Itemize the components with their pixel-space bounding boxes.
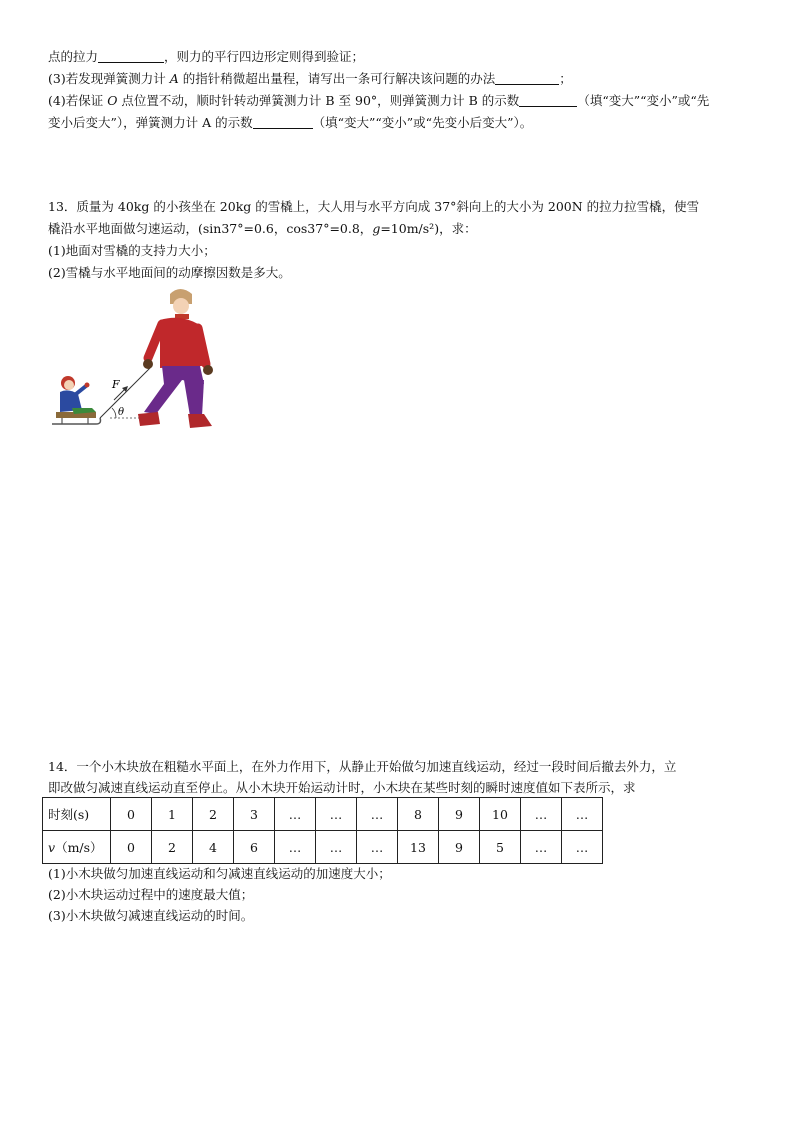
q14-stem-line-2: 即改做匀减速直线运动直至停止。从小木块开始运动计时，小木块在某些时刻的瞬时速度值如下表所示，求: [48, 780, 636, 795]
force-label: F: [112, 378, 120, 391]
sled-runner: [52, 418, 101, 424]
table-cell: …: [275, 831, 316, 864]
answer-blank[interactable]: [98, 48, 164, 63]
answer-blank[interactable]: [519, 92, 577, 107]
answer-blank[interactable]: [495, 70, 559, 85]
table-cell: …: [357, 831, 398, 864]
q12-line-4: 变小后变大”），弹簧测力计 A 的示数 （填“变大”“变小”或“先变小后变大”）。: [48, 115, 533, 130]
table-cell: …: [562, 798, 603, 831]
table-header-velocity: v（m/s）: [43, 831, 111, 864]
table-cell: 6: [234, 831, 275, 864]
q13-stem-line-2: 橇沿水平地面做匀速运动，(sin37°=0.6，cos37°=0.8，g=10m/s²)，求：: [48, 221, 477, 236]
table-cell: …: [521, 831, 562, 864]
table-cell: 13: [398, 831, 439, 864]
table-cell: 9: [439, 831, 480, 864]
angle-label: θ: [118, 407, 125, 418]
table-cell: …: [275, 798, 316, 831]
table-cell: …: [521, 798, 562, 831]
adult-right-glove: [203, 365, 213, 375]
q13-stem-line-1: 13．质量为 40kg 的小孩坐在 20kg 的雪橇上，大人用与水平方向成 37°斜向上的大小为 200N 的拉力拉雪橇，使雪: [48, 199, 700, 214]
q14-subquestion-2: (2)小木块运动过程中的速度最大值；: [48, 887, 254, 902]
table-header-time: 时刻(s): [43, 798, 111, 831]
table-cell: 4: [193, 831, 234, 864]
adult-face: [173, 298, 189, 314]
table-cell: 5: [480, 831, 521, 864]
q14-subquestion-1: (1)小木块做匀加速直线运动和匀减速直线运动的加速度大小；: [48, 866, 391, 881]
q13-subquestion-2: (2)雪橇与水平地面间的动摩擦因数是多大。: [48, 265, 291, 280]
child-face: [64, 380, 74, 390]
q12-line-2: (3)若发现弹簧测力计 A 的指针稍微超出量程，请写出一条可行解决该问题的办法 ；: [48, 71, 572, 86]
table-cell: 0: [111, 831, 152, 864]
table-cell: 8: [398, 798, 439, 831]
sled-illustration: [48, 284, 218, 434]
q13-subquestion-1: (1)地面对雪橇的支持力大小；: [48, 243, 216, 258]
q12-line-1: 点的拉力 ，则力的平行四边形定则得到验证；: [48, 49, 365, 64]
q14-stem-line-1: 14．一个小木块放在粗糙水平面上，在外力作用下，从静止开始做匀加速直线运动，经过一段时间后撤去外力，立: [48, 759, 677, 774]
q12-line-3: (4)若保证 O 点位置不动，顺时针转动弹簧测力计 B 至 90°，则弹簧测力计 B 的示数 （填“变大”“变小”或“先: [48, 93, 710, 108]
table-cell: …: [316, 831, 357, 864]
answer-blank[interactable]: [253, 114, 313, 129]
table-cell: 2: [193, 798, 234, 831]
table-cell: 2: [152, 831, 193, 864]
adult-left-glove: [143, 359, 153, 369]
table-row: [43, 831, 603, 864]
table-cell: 3: [234, 798, 275, 831]
velocity-table: [42, 797, 603, 864]
adult-pants-right: [184, 380, 204, 416]
table-cell: 1: [152, 798, 193, 831]
table-cell: 10: [480, 798, 521, 831]
table-cell: …: [562, 831, 603, 864]
table-row: [43, 798, 603, 831]
table-cell: 9: [439, 798, 480, 831]
q14-subquestion-3: (3)小木块做匀减速直线运动的时间。: [48, 908, 254, 923]
table-cell: 0: [111, 798, 152, 831]
table-cell: …: [357, 798, 398, 831]
table-cell: …: [316, 798, 357, 831]
adult-boot-right: [188, 414, 212, 428]
adult-boot-left: [138, 412, 160, 426]
